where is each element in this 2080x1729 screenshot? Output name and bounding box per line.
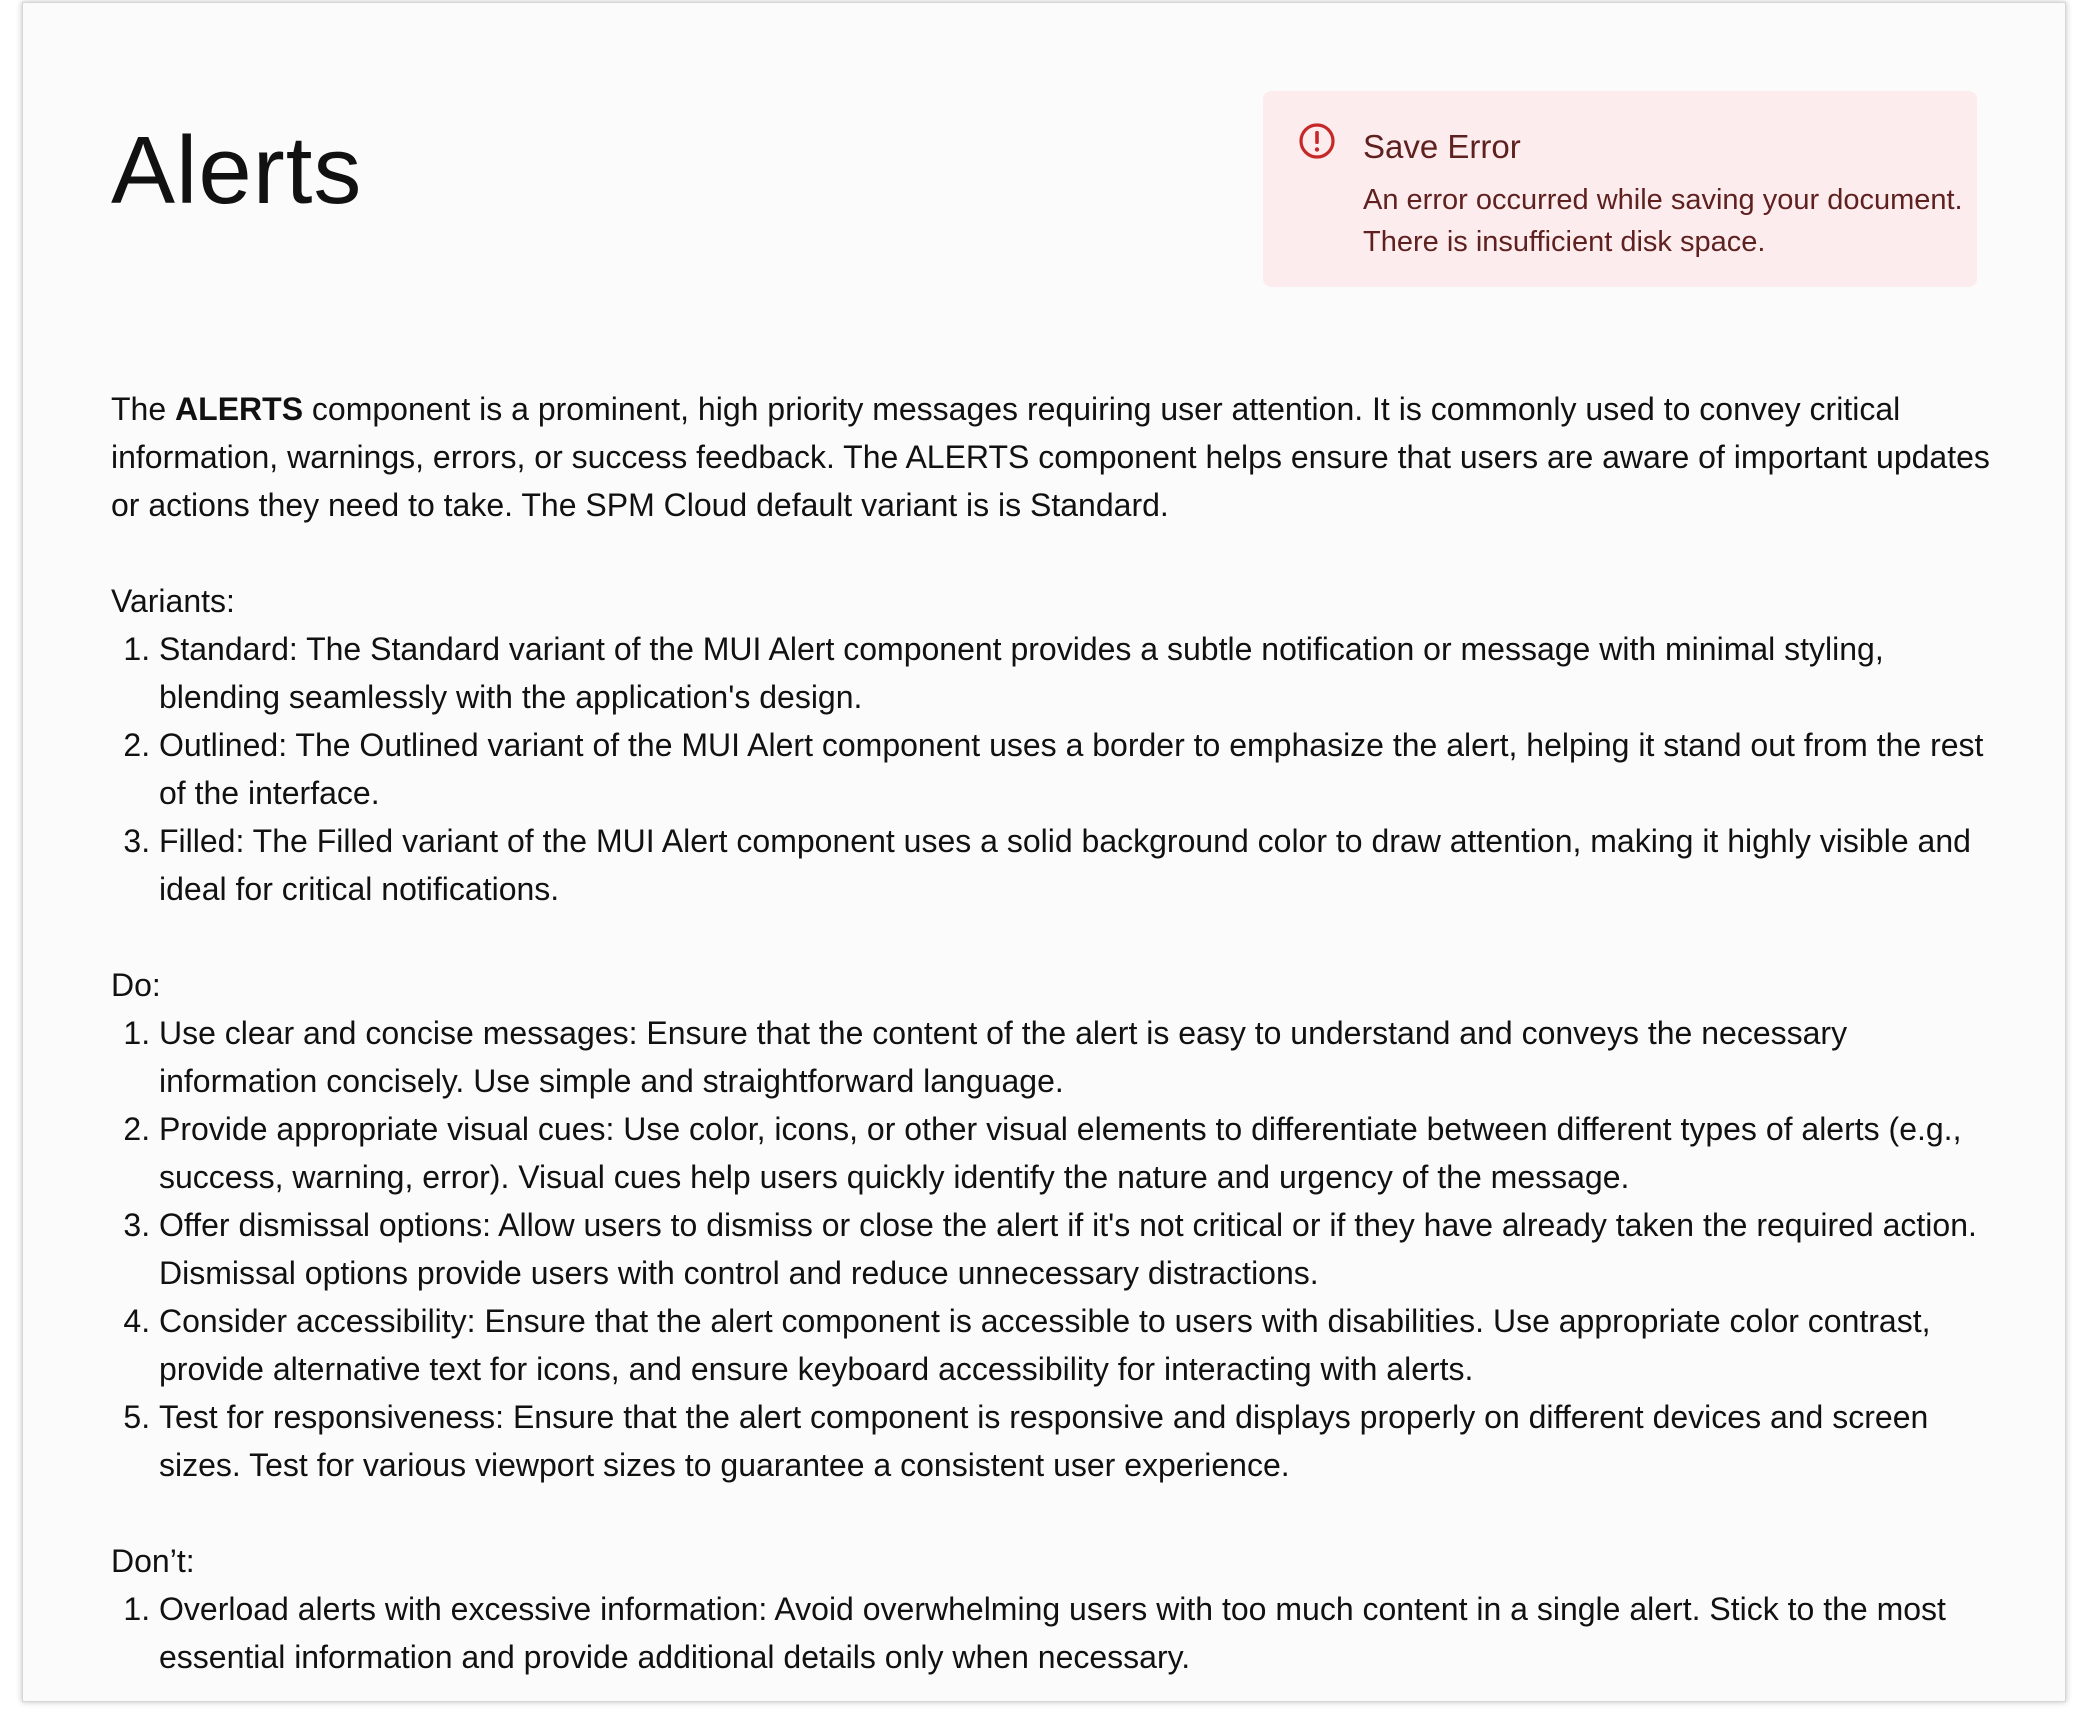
dont-heading: Don’t: bbox=[111, 1543, 195, 1579]
intro-paragraph bbox=[111, 385, 2011, 529]
list-item: 3. Offer dismissal options: Allow users to dismiss or close the alert if it's not critical or if they have already taken the required action. Dismissal options provide users with control and reduce unnecessary distractions. bbox=[159, 1201, 2011, 1297]
list-item: 1. Use clear and concise messages: Ensure that the content of the alert is easy to understand and conveys the necessary information concisely. Use simple and straightforward language. bbox=[159, 1009, 2011, 1105]
list-item: 2. Outlined: The Outlined variant of the MUI Alert component uses a border to emphasize the alert, helping it stand out from the rest of the interface. bbox=[159, 721, 2011, 817]
document-page bbox=[22, 2, 2066, 1702]
page-title: Alerts bbox=[111, 117, 363, 224]
intro-text: component is a prominent, high priority messages requiring user attention. It is commonly used to convey critical information, warnings, errors, or success feedback. The ALERTS component helps ensure that users are aware of important updates or actions they need to take. The SPM Cloud default variant is is Standard. bbox=[111, 391, 1990, 523]
save-error-alert bbox=[1263, 91, 1977, 287]
error-outline-icon bbox=[1297, 121, 1337, 161]
alert-title: Save Error bbox=[1363, 128, 1521, 165]
document-content bbox=[111, 385, 2011, 1729]
intro-prefix: The bbox=[111, 391, 176, 427]
variants-heading: Variants: bbox=[111, 583, 235, 619]
list-item: 1. Overload alerts with excessive information: Avoid overwhelming users with too much content in a single alert. Stick to the most essential information and provide additional details only when necessary. bbox=[159, 1585, 2011, 1681]
list-item: 2. Provide appropriate visual cues: Use color, icons, or other visual elements to differentiate between different types of alerts (e.g., success, warning, error). Visual cues help users quickly identify the nature and urgency of the message. bbox=[159, 1105, 2011, 1201]
do-list bbox=[111, 1009, 2011, 1489]
dont-list bbox=[111, 1585, 2011, 1681]
variants-list bbox=[111, 625, 2011, 913]
do-heading: Do: bbox=[111, 967, 161, 1003]
intro-bold-term: ALERTS bbox=[175, 391, 304, 427]
list-item: 5. Test for responsiveness: Ensure that the alert component is responsive and displays properly on different devices and screen sizes. Test for various viewport sizes to guarantee a consistent user experience. bbox=[159, 1393, 2011, 1489]
alert-message: An error occurred while saving your document. There is insufficient disk space. bbox=[1363, 184, 1963, 258]
list-item: 3. Filled: The Filled variant of the MUI Alert component uses a solid background color to draw attention, making it highly visible and ideal for critical notifications. bbox=[159, 817, 2011, 913]
list-item: 1. Standard: The Standard variant of the MUI Alert component provides a subtle notification or message with minimal styling, blending seamlessly with the application's design. bbox=[159, 625, 2011, 721]
list-item: 4. Consider accessibility: Ensure that the alert component is accessible to users with disabilities. Use appropriate color contrast, provide alternative text for icons, and ensure keyboard accessibility for interacting with alerts. bbox=[159, 1297, 2011, 1393]
